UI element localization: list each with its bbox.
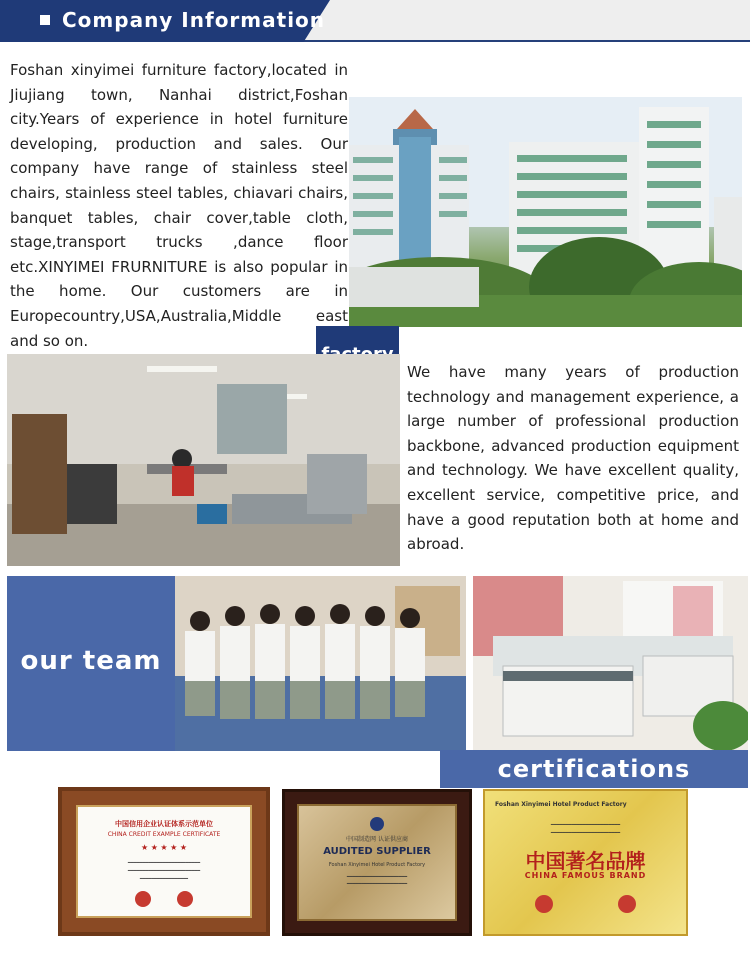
company-building-photo <box>349 97 742 327</box>
china-famous-brand-en: CHINA FAMOUS BRAND <box>524 871 647 880</box>
certificate-body: ━━━━━━━━━━━━━━━━━━━━━━━━ ━━━━━━━━━━━━━━━━━━━━━━━━ ━━━━━━━━━━━━━━━━ <box>127 860 201 882</box>
certificate-company: Foshan Xinyimei Hotel Product Factory <box>328 862 426 868</box>
seal-stamps-icon <box>78 891 250 911</box>
certificate-body: ━━━━━━━━━━━━━━━━━━━━━━━ ━━━━━━━━━━━━━━━━━━━━━━━ <box>550 822 621 836</box>
star-row-icon: ★ ★ ★ ★ ★ <box>140 843 188 852</box>
company-intro-text: Foshan xinyimei furniture factory,located in Jiujiang town, Nanhai district,Foshan city.Years of experience in hotel furniture developing, production and sales. Our company have range of stainless steel chairs, stainless steel tables, chiavari chairs, banquet tables, chair cover,table cloth, stage,transport trucks ,dance floor etc.XINYIMEI FRURNITURE is also popular in the home. Our customers are in Europecountry,USA,Australia,Middle east and so on. <box>10 61 348 350</box>
page-title: Company Information <box>62 8 326 32</box>
building-illustration <box>349 97 742 327</box>
certificate-title-en: CHINA CREDIT EXAMPLE CERTIFICATE <box>107 831 221 838</box>
certificate-body: ━━━━━━━━━━━━━━━━━━━━ ━━━━━━━━━━━━━━━━━━━━ <box>346 874 408 887</box>
office-photo <box>473 576 748 751</box>
china-famous-brand-certificate <box>483 789 688 936</box>
credit-example-certificate <box>58 787 270 936</box>
audited-supplier-title: AUDITED SUPPLIER <box>323 846 431 857</box>
seal-stamps-icon <box>485 895 686 917</box>
china-famous-brand-cn: 中国著名品牌 <box>525 849 646 873</box>
emblem-icon <box>299 816 455 835</box>
certificate-issuer-cn: 中国制造网 认证供应商 <box>346 836 408 843</box>
audited-supplier-certificate <box>282 789 472 936</box>
certificate-title-cn: 中国信用企业认证体系示范单位 <box>115 820 213 828</box>
certificate-paper <box>76 805 252 918</box>
workshop-illustration <box>7 354 400 566</box>
square-bullet-icon <box>40 15 50 25</box>
our-team-label: our team <box>20 646 162 676</box>
factory-description-text: We have many years of production technology and management experience, a large number of professional production backbone, advanced production equipment and technology. We have excellent quality, excellent service, competitive price, and have a good reputation both at home and abroad. <box>407 363 739 554</box>
office-illustration <box>473 576 748 751</box>
certificate-plaque <box>297 804 457 921</box>
factory-workshop-photo <box>7 354 400 566</box>
team-group-photo <box>175 576 466 751</box>
team-illustration <box>175 576 466 751</box>
certifications-label: certifications <box>497 755 691 783</box>
certificate-company: Foshan Xinyimei Hotel Product Factory <box>495 801 627 808</box>
